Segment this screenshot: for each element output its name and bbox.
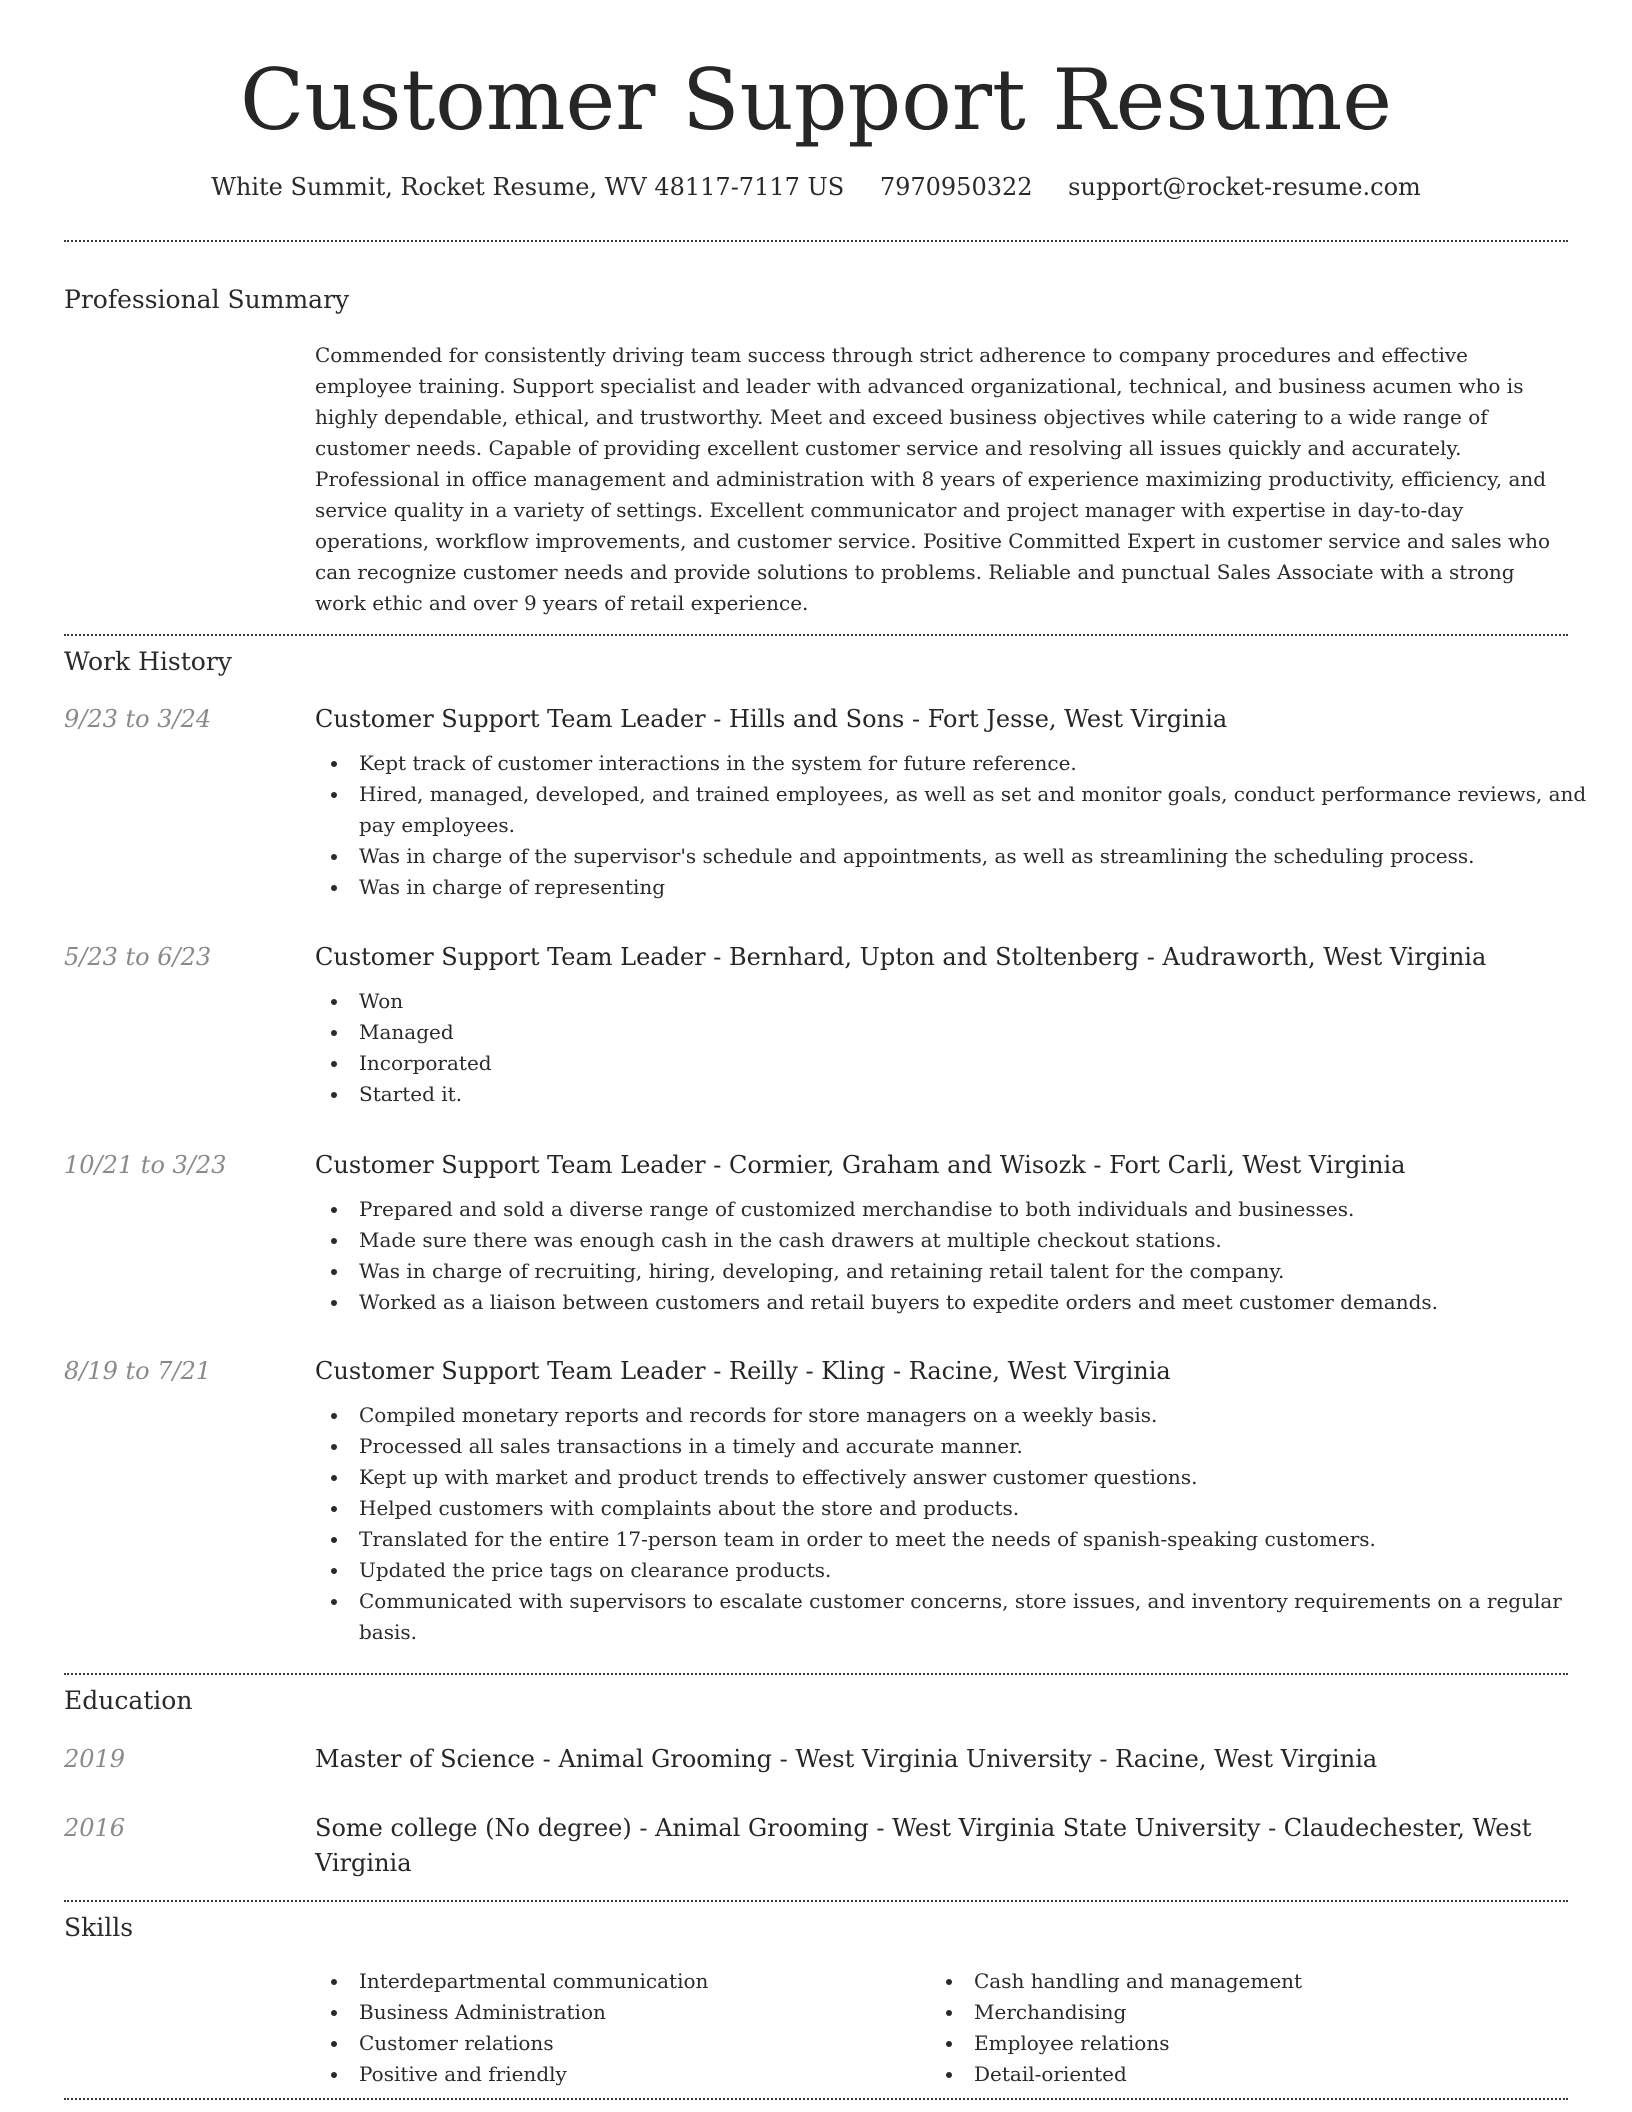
skill-item: Customer relations (359, 2028, 919, 2059)
skill-item: Detail-oriented (974, 2059, 1594, 2090)
divider (64, 1673, 1568, 1675)
job-bullet: Managed (359, 1017, 1613, 1048)
page-title: Customer Support Resume (240, 51, 1392, 149)
job-heading: Customer Support Team Leader - Reilly - Kling - Racine, West Virginia (315, 1357, 1171, 1385)
job-bullet: Was in charge of the supervisor's schedule and appointments, as well as streamlining the scheduling process. (359, 841, 1613, 872)
education-degree: Master of Science - Animal Grooming - West Virginia University - Racine, West Virginia (315, 1745, 1378, 1773)
job-bullet: Won (359, 986, 1613, 1017)
divider (64, 240, 1568, 242)
skill-item: Interdepartmental communication (359, 1966, 919, 1997)
job-bullet: Processed all sales transactions in a timely and accurate manner. (359, 1431, 1613, 1462)
job-dates: 9/23 to 3/24 (64, 705, 212, 733)
summary-text: Commended for consistently driving team success through strict adherence to company procedures and effective employee training. Support specialist and leader with advanced organizational, technical, and business acumen who is highly dependable, ethical, and trustworthy. Meet and exceed business objectives while catering to a wide range of customer needs. Capable of providing excellent customer service and resolving all issues quickly and accurately. Professional in office management and administration with 8 years of experience maximizing productivity, efficiency, and service quality in a variety of settings. Excellent communicator and project manager with expertise in day-to-day operations, workflow improvements, and customer service. Positive Committed Expert in customer service and sales who can recognize customer needs and provide solutions to problems. Reliable and punctual Sales Associate with a strong work ethic and over 9 years of retail experience. (315, 343, 1551, 615)
skills-list-left (315, 1966, 919, 2090)
skill-item: Positive and friendly (359, 2059, 919, 2090)
contact-address: White Summit, Rocket Resume, WV 48117-7117 US (211, 173, 845, 201)
job-bullet: Helped customers with complaints about the store and products. (359, 1493, 1613, 1524)
job-bullet: Made sure there was enough cash in the cash drawers at multiple checkout stations. (359, 1225, 1613, 1256)
contact-line (0, 170, 1632, 204)
divider (64, 1900, 1568, 1902)
education-year: 2016 (64, 1814, 126, 1842)
job-bullets (315, 1400, 1613, 1648)
job-bullet: Was in charge of recruiting, hiring, developing, and retaining retail talent for the company. (359, 1256, 1613, 1287)
skill-item: Cash handling and management (974, 1966, 1594, 1997)
job-bullet: Communicated with supervisors to escalate customer concerns, store issues, and inventory requirements on a regular basis. (359, 1586, 1613, 1648)
job-heading: Customer Support Team Leader - Cormier, Graham and Wisozk - Fort Carli, West Virginia (315, 1151, 1406, 1179)
job-heading: Customer Support Team Leader - Hills and Sons - Fort Jesse, West Virginia (315, 705, 1228, 733)
section-title-education: Education (64, 1686, 193, 1715)
job-bullet: Started it. (359, 1079, 1613, 1110)
job-bullet: Was in charge of representing (359, 872, 1613, 903)
skill-item: Business Administration (359, 1997, 919, 2028)
contact-email: support@rocket-resume.com (1068, 173, 1421, 201)
job-bullet: Incorporated (359, 1048, 1613, 1079)
divider (64, 634, 1568, 636)
skill-item: Employee relations (974, 2028, 1594, 2059)
job-dates: 10/21 to 3/23 (64, 1151, 227, 1179)
job-bullet: Updated the price tags on clearance products. (359, 1555, 1613, 1586)
job-bullets (315, 1194, 1613, 1318)
job-bullet: Prepared and sold a diverse range of customized merchandise to both individuals and businesses. (359, 1194, 1613, 1225)
job-bullet: Hired, managed, developed, and trained employees, as well as set and monitor goals, conduct performance reviews, and pay employees. (359, 779, 1613, 841)
skill-item: Merchandising (974, 1997, 1594, 2028)
job-bullets (315, 986, 1613, 1110)
education-year: 2019 (64, 1745, 126, 1773)
job-bullet: Kept up with market and product trends to effectively answer customer questions. (359, 1462, 1613, 1493)
skills-list-right (930, 1966, 1594, 2090)
job-bullet: Translated for the entire 17-person team in order to meet the needs of spanish-speaking customers. (359, 1524, 1613, 1555)
section-title-summary: Professional Summary (64, 285, 350, 314)
job-bullet: Worked as a liaison between customers and retail buyers to expedite orders and meet customer demands. (359, 1287, 1613, 1318)
job-dates: 5/23 to 6/23 (64, 943, 212, 971)
job-heading: Customer Support Team Leader - Bernhard, Upton and Stoltenberg - Audraworth, West Virginia (315, 943, 1487, 971)
education-degree: Some college (No degree) - Animal Grooming - West Virginia State University - Claudechester, West Virginia (315, 1814, 1532, 1877)
section-title-skills: Skills (64, 1913, 134, 1942)
job-bullet: Kept track of customer interactions in the system for future reference. (359, 748, 1613, 779)
contact-phone: 7970950322 (879, 173, 1033, 201)
divider (64, 2098, 1568, 2100)
section-title-work-history: Work History (64, 647, 232, 676)
job-bullets (315, 748, 1613, 903)
job-bullet: Compiled monetary reports and records for store managers on a weekly basis. (359, 1400, 1613, 1431)
job-dates: 8/19 to 7/21 (64, 1357, 212, 1385)
